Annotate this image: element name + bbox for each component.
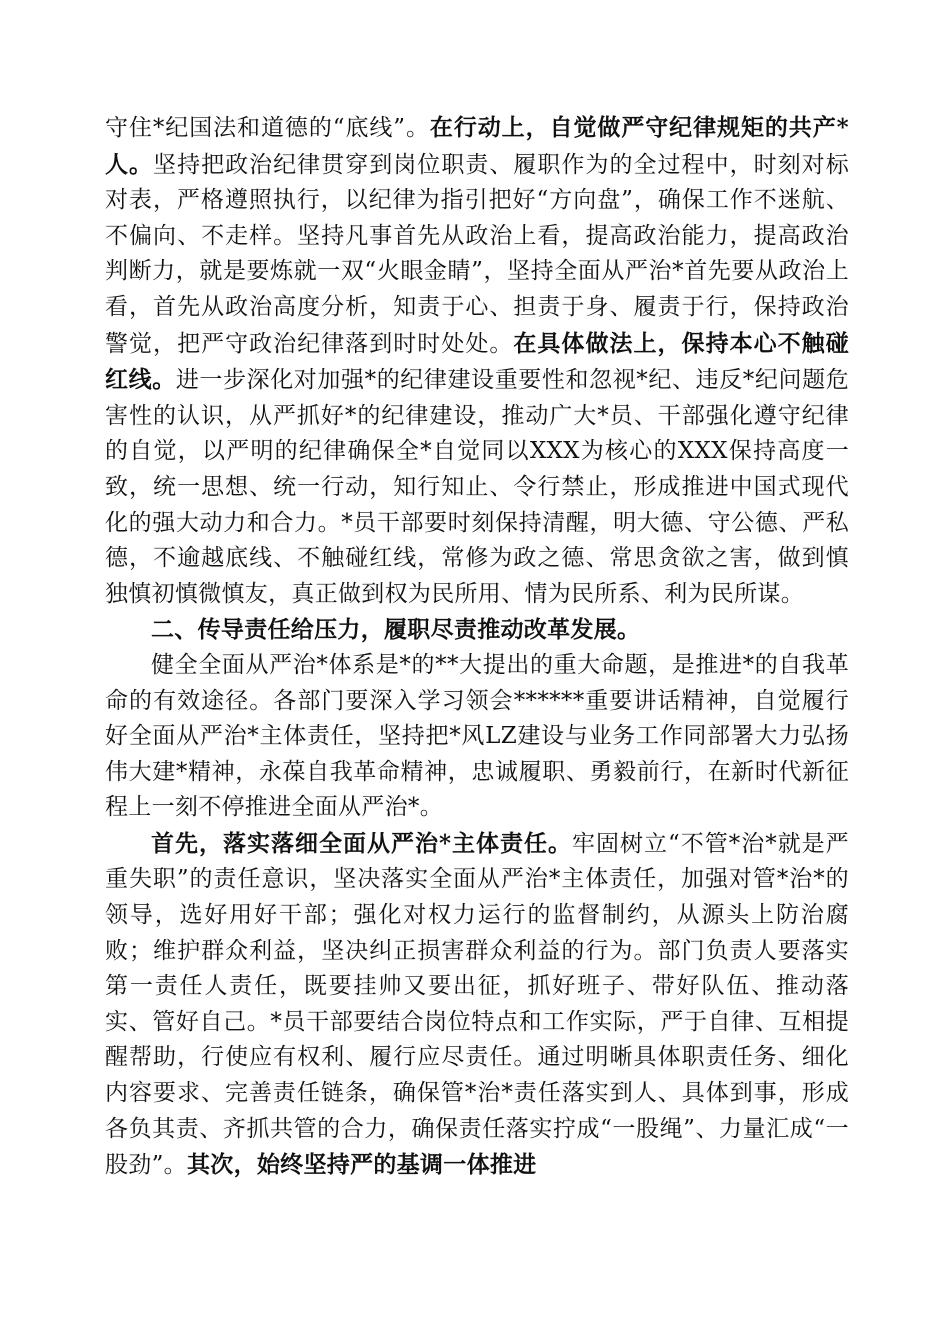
bold-lead-first: 首先，落实落细全面从严治*主体责任。 <box>151 829 572 857</box>
bold-lead-second: 其次，始终坚持严的基调一体推进 <box>186 1151 537 1179</box>
paragraph-responsibility <box>105 826 849 1184</box>
paragraph-discipline <box>105 110 849 612</box>
bold-lead-practice: 在具体做法上，保持本心不触碰红线。 <box>105 329 849 394</box>
bold-lead-action: 在行动上，自觉做严守纪律规矩的共产*人。 <box>105 114 849 178</box>
paragraph-system: 健全全面从严治*体系是*的**大提出的重大命题，是推进*的自我革命的有效途径。各部门要深入学习领会******重要讲话精神，自觉履行好全面从严治*主体责任，坚持把*风LZ建设与业务工作同部署大力弘扬伟大建*精神，永葆自我革命精神，忠诚履职、勇毅前行，在新时代新征程上一刻不停推进全面从严治*。 <box>105 651 849 821</box>
text-run: 牢固树立“不管*治*就是严重失职”的责任意识，坚决落实全面从严治*主体责任，加强对管*治*的领导，选好用好干部；强化对权力运行的监督制约，从源头上防治腐败；维护群众利益，坚决纠正损害群众利益的行为。部门负责人要落实第一责任人责任，既要挂帅又要出征，抓好班子、带好队伍、推动落实、管好自己。*员干部要结合岗位特点和工作实际，严于自律、互相提醒帮助，行使应有权利、履行应尽责任。通过明晰具体职责任务、细化内容要求、完善责任链条，确保管*治*责任落实到人、具体到事，形成各负其责、齐抓共管的合力，确保责任落实拧成“一股绳”、力量汇成“一股劲”。 <box>105 830 849 1179</box>
document-page <box>105 110 849 1184</box>
text-run: 进一步深化对加强*的纪律建设重要性和忽视*纪、违反*纪问题危害性的认识，从严抓好*的纪律建设，推动广大*员、干部强化遵守纪律的自觉，以严明的纪律确保全*自觉同以XXX为核心的XXX保持高度一致，统一思想、统一行动，知行知止、令行禁止，形成推进中国式现代化的强大动力和合力。*员干部要时刻保持清醒，明大德、守公德、严私德，不逾越底线、不触碰红线，常修为政之德、常思贪欲之害，做到慎独慎初慎微慎友，真正做到权为民所用、情为民所系、利为民所谋。 <box>105 367 850 607</box>
section-heading-2: 二、传导责任给压力，履职尽责推动改革发展。 <box>151 616 641 644</box>
text-run: 坚持把政治纪律贯穿到岗位职责、履职作为的全过程中，时刻对标对表，严格遵照执行，以纪律为指引把好“方向盘”，确保工作不迷航、不偏向、不走样。坚持凡事首先从政治上看，提高政治能力，提高政治判断力，就是要炼就一双“火眼金睛”，坚持全面从严治*首先要从政治上看，首先从政治高度分析，知责于心、担责于身、履责于行，保持政治警觉，把严守政治纪律落到时时处处。 <box>105 151 849 357</box>
text-run: 守住*纪国法和道德的“底线”。 <box>105 115 430 141</box>
